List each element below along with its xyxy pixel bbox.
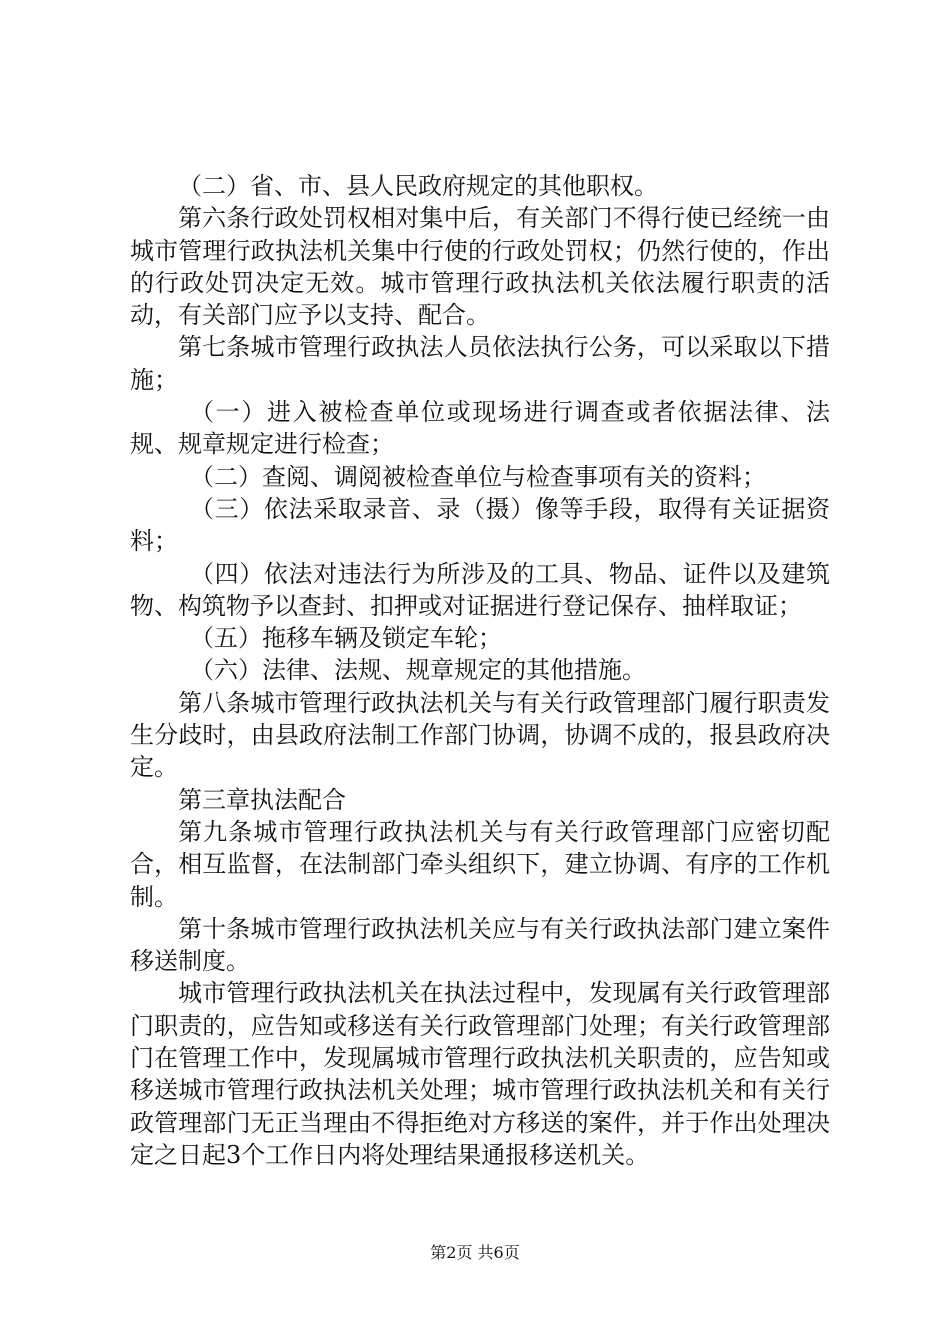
paragraph-measure-3: （三）依法采取录音、录（摄）像等手段，取得有关证据资料； (130, 494, 830, 556)
paragraph-article-10: 第十条城市管理行政执法机关应与有关行政执法部门建立案件移送制度。 (130, 914, 830, 976)
document-body (130, 170, 830, 1171)
paragraph-article-8: 第八条城市管理行政执法机关与有关行政管理部门履行职责发生分歧时，由县政府法制工作部门协调，协调不成的，报县政府决定。 (130, 688, 830, 782)
paragraph-article-6: 第六条行政处罚权相对集中后，有关部门不得行使已经统一由城市管理行政执法机关集中行使的行政处罚权；仍然行使的，作出的行政处罚决定无效。城市管理行政执法机关依法履行职责的活动，有关部门应予以支持、配合。 (130, 204, 830, 330)
page-footer: 第2页 共6页 (430, 1243, 520, 1262)
chapter-heading: 第三章执法配合 (178, 785, 346, 814)
paragraph-measure-1: （一）进入被检查单位或现场进行调查或者依据法律、法规、规章规定进行检查； (130, 398, 830, 459)
paragraph-case-transfer: 城市管理行政执法机关在执法过程中，发现属有关行政管理部门职责的，应告知或移送有关行政管理部门处理；有关行政管理部门在管理工作中，发现属城市管理行政执法机关职责的，应告知或移送城市管理行政执法机关处理；城市管理行政执法机关和有关行政管理部门无正当理由不得拒绝对方移送的案件，并于作出处理决定之日起3个工作日内将处理结果通报移送机关。 (130, 979, 830, 1169)
paragraph-item-2-other-powers: （二）省、市、县人民政府规定的其他职权。 (178, 172, 658, 200)
paragraph-measure-2: （二）查阅、调阅被检查单位与检查事项有关的资料； (190, 462, 766, 491)
paragraph-article-7: 第七条城市管理行政执法人员依法执行公务，可以采取以下措施； (130, 333, 830, 394)
paragraph-article-9: 第九条城市管理行政执法机关与有关行政管理部门应密切配合，相互监督，在法制部门牵头组织下，建立协调、有序的工作机制。 (130, 817, 830, 911)
paragraph-measure-6: （六）法律、法规、规章规定的其他措施。 (190, 656, 646, 685)
paragraph-measure-5: （五）拖移车辆及锁定车轮； (190, 624, 502, 653)
paragraph-measure-4: （四）依法对违法行为所涉及的工具、物品、证件以及建筑物、构筑物予以查封、扣押或对证据进行登记保存、抽样取证； (130, 559, 830, 620)
